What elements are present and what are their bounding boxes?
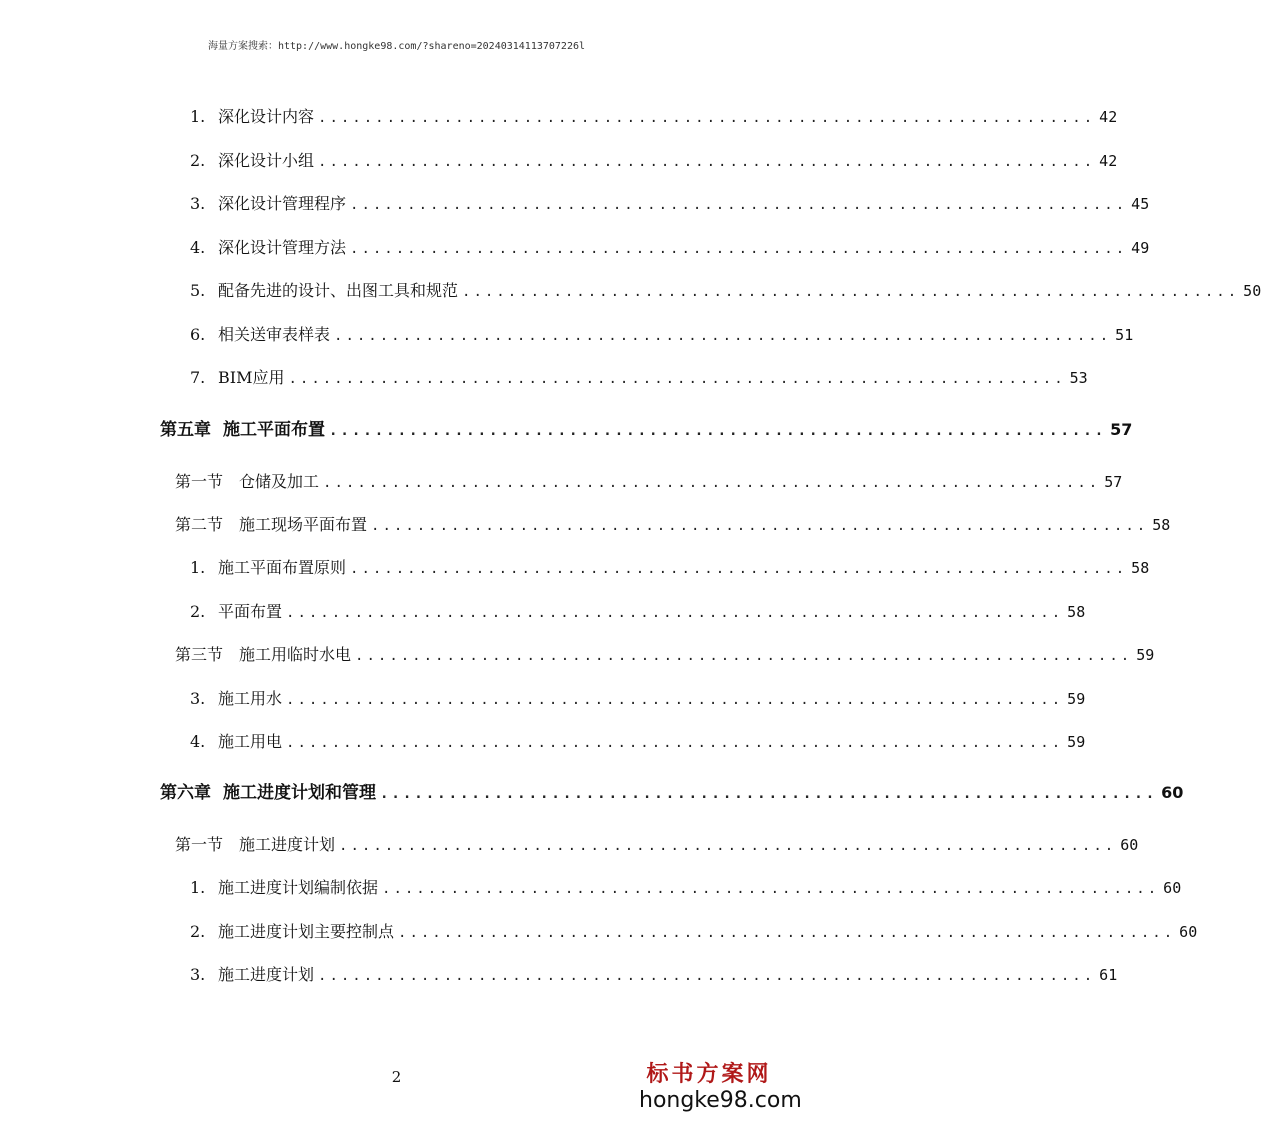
toc-section-entry[interactable] (175, 515, 1171, 536)
toc-entry-title: 施工进度计划 (218, 965, 315, 984)
toc-entry[interactable] (190, 325, 1134, 346)
toc-section-number: 第二节 (175, 515, 224, 534)
toc-entry-title: 施工进度计划编制依据 (218, 878, 379, 897)
toc-leader-dots: .................................................................... (398, 925, 1176, 941)
toc-entry-title: 施工进度计划主要控制点 (218, 922, 395, 941)
toc-entry-page: 42 (1099, 152, 1118, 170)
toc-leader-dots: .................................................................... (350, 197, 1128, 213)
toc-entry-page: 49 (1131, 239, 1150, 257)
toc-section-title: 仓储及加工 (239, 472, 320, 491)
watermark-brand-cn: 标书方案网 (646, 1062, 772, 1087)
toc-section-number: 第三节 (175, 645, 224, 664)
toc-entry-number: 1. (190, 107, 206, 126)
toc-section-entry[interactable] (175, 835, 1139, 856)
toc-entry[interactable] (190, 878, 1182, 899)
toc-entry-title: 深化设计管理程序 (218, 194, 347, 213)
toc-entry-number: 5. (190, 281, 206, 300)
toc-leader-dots: .................................................................... (382, 881, 1160, 897)
toc-entry-title: 深化设计小组 (218, 151, 315, 170)
page-number: 2 (391, 1068, 402, 1086)
toc-entry[interactable] (190, 151, 1118, 172)
toc-chapter-page: 57 (1110, 420, 1133, 439)
toc-entry-number: 7. (190, 368, 206, 387)
toc-leader-dots: .................................................................... (318, 154, 1096, 170)
toc-entry[interactable] (190, 194, 1150, 215)
toc-section-number: 第一节 (175, 835, 224, 854)
toc-entry[interactable] (190, 558, 1150, 579)
toc-entry[interactable] (190, 689, 1086, 710)
toc-section-entry[interactable] (175, 472, 1123, 493)
toc-entry-title: 深化设计管理方法 (218, 238, 347, 257)
toc-leader-dots: .................................................................... (380, 786, 1158, 802)
toc-section-number: 第一节 (175, 472, 224, 491)
toc-entry-number: 1. (190, 558, 206, 577)
toc-leader-dots: .................................................................... (329, 423, 1107, 439)
toc-section-title: 施工进度计划 (239, 835, 336, 854)
toc-leader-dots: .................................................................... (318, 968, 1096, 984)
toc-leader-dots: .................................................................... (371, 518, 1149, 534)
toc-entry[interactable] (190, 602, 1086, 623)
toc-entry-title: 施工用水 (218, 689, 283, 708)
toc-leader-dots: .................................................................... (288, 371, 1066, 387)
toc-chapter-entry[interactable] (160, 420, 1133, 441)
toc-entry-number: 3. (190, 194, 206, 213)
toc-entry[interactable] (190, 238, 1150, 259)
toc-entry[interactable] (190, 281, 1261, 302)
toc-entry-page: 58 (1131, 559, 1150, 577)
toc-chapter-title: 施工平面布置 (223, 420, 325, 440)
toc-entry-page: 60 (1163, 879, 1182, 897)
toc-entry-page: 53 (1069, 369, 1088, 387)
toc-section-page: 60 (1120, 836, 1139, 854)
toc-entry-page: 59 (1067, 733, 1086, 751)
toc-entry[interactable] (190, 107, 1118, 128)
toc-entry-number: 2. (190, 922, 206, 941)
toc-chapter-page: 60 (1161, 783, 1184, 802)
toc-leader-dots: .................................................................... (286, 735, 1064, 751)
watermark-logo (639, 1062, 802, 1114)
toc-entry-number: 2. (190, 151, 206, 170)
toc-entry-title: 施工用电 (218, 732, 283, 751)
toc-leader-dots: .................................................................... (350, 241, 1128, 257)
toc-entry[interactable] (190, 368, 1088, 389)
toc-entry-number: 4. (190, 238, 206, 257)
toc-leader-dots: .................................................................... (339, 838, 1117, 854)
toc-leader-dots: .................................................................... (462, 284, 1240, 300)
toc-entry-page: 58 (1067, 603, 1086, 621)
toc-entry-page: 45 (1131, 195, 1150, 213)
toc-entry-page: 61 (1099, 966, 1118, 984)
toc-entry-number: 4. (190, 732, 206, 751)
page-header-url: 海量方案搜索：http://www.hongke98.com/?shareno=20240314113707226l (207, 41, 586, 52)
toc-section-page: 57 (1104, 473, 1123, 491)
toc-leader-dots: .................................................................... (355, 648, 1133, 664)
toc-section-page: 58 (1152, 516, 1171, 534)
toc-chapter-number: 第六章 (160, 783, 211, 803)
toc-entry-page: 60 (1179, 923, 1198, 941)
toc-entry-number: 6. (190, 325, 206, 344)
toc-entry-page: 51 (1115, 326, 1134, 344)
toc-chapter-number: 第五章 (160, 420, 211, 440)
toc-entry-number: 3. (190, 689, 206, 708)
toc-section-page: 59 (1136, 646, 1155, 664)
toc-entry[interactable] (190, 965, 1118, 986)
toc-leader-dots: .................................................................... (318, 110, 1096, 126)
toc-entry-title: 配备先进的设计、出图工具和规范 (218, 281, 459, 300)
toc-chapter-title: 施工进度计划和管理 (223, 783, 376, 803)
toc-entry-title: 施工平面布置原则 (218, 558, 347, 577)
toc-entry[interactable] (190, 922, 1198, 943)
toc-leader-dots: .................................................................... (286, 605, 1064, 621)
toc-entry[interactable] (190, 732, 1086, 753)
toc-leader-dots: .................................................................... (286, 692, 1064, 708)
toc-leader-dots: .................................................................... (334, 328, 1112, 344)
toc-section-title: 施工用临时水电 (239, 645, 352, 664)
toc-entry-page: 42 (1099, 108, 1118, 126)
toc-entry-number: 3. (190, 965, 206, 984)
toc-entry-title: 深化设计内容 (218, 107, 315, 126)
toc-chapter-entry[interactable] (160, 783, 1184, 804)
toc-entry-title: 平面布置 (218, 602, 283, 621)
toc-entry-number: 1. (190, 878, 206, 897)
toc-section-entry[interactable] (175, 645, 1155, 666)
toc-entry-page: 50 (1243, 282, 1261, 300)
toc-section-title: 施工现场平面布置 (239, 515, 368, 534)
toc-entry-title: 相关送审表样表 (218, 325, 331, 344)
toc-leader-dots: .................................................................... (350, 561, 1128, 577)
toc-leader-dots: .................................................................... (323, 475, 1101, 491)
watermark-brand-en: hongke98.com (639, 1088, 802, 1113)
toc-entry-number: 2. (190, 602, 206, 621)
toc-entry-page: 59 (1067, 690, 1086, 708)
toc-entry-title: BIM应用 (218, 368, 285, 387)
